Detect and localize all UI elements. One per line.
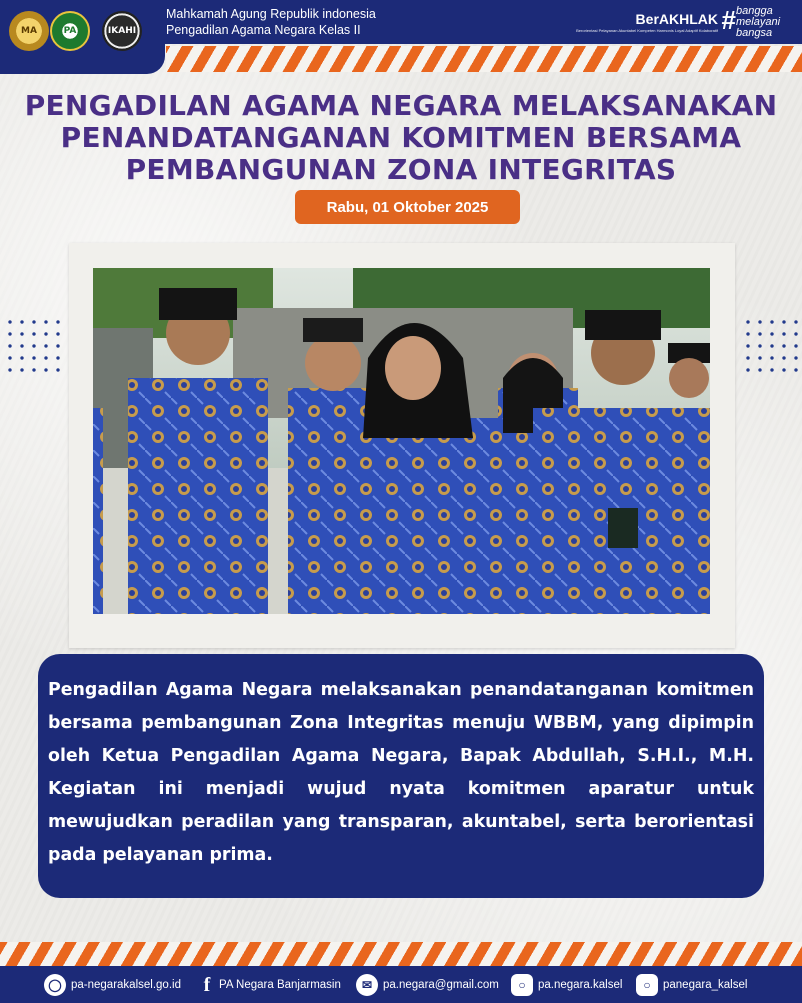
org-line-2: Pengadilan Agama Negara Kelas II — [166, 23, 361, 37]
event-photo — [93, 268, 710, 614]
organization-name — [166, 6, 376, 38]
footer-instagram-1[interactable] — [511, 974, 622, 996]
footer-website[interactable] — [44, 974, 181, 996]
globe-icon: ◯ — [44, 974, 66, 996]
headline-line-2: PENANDATANGANAN KOMITMEN BERSAMA — [60, 121, 742, 154]
footer-instagram-2[interactable] — [636, 974, 747, 996]
pengadilan-agama-logo: PA — [50, 11, 90, 51]
footer-email-label: pa.negara@gmail.com — [383, 979, 499, 991]
instagram-icon: ○ — [511, 974, 533, 996]
event-photo-illustration — [93, 268, 710, 614]
dot-pattern-left — [4, 316, 62, 374]
footer-facebook-label: PA Negara Banjarmasin — [219, 979, 341, 991]
berakhlak-logo — [576, 3, 790, 41]
hash-icon: # — [721, 5, 736, 35]
header — [0, 0, 802, 44]
headline-line-1: PENGADILAN AGAMA NEGARA MELAKSANAKAN — [24, 89, 778, 122]
instagram-icon: ○ — [636, 974, 658, 996]
mail-icon: ✉ — [356, 974, 378, 996]
dot-pattern-right — [742, 316, 800, 374]
facebook-icon: f — [203, 973, 211, 996]
footer-website-label: pa-negarakalsel.go.id — [71, 979, 181, 991]
mahkamah-agung-logo: MA — [9, 11, 49, 51]
headline-line-3: PEMBANGUNAN ZONA INTEGRITAS — [125, 153, 677, 186]
ikahi-logo: IKAHI — [102, 11, 142, 51]
footer-instagram-1-label: pa.negara.kalsel — [538, 979, 623, 991]
top-hazard-stripes — [166, 46, 802, 72]
footer — [0, 966, 802, 1003]
berakhlak-tagline: bangga melayani bangsa — [736, 5, 781, 39]
date-badge: Rabu, 01 Oktober 2025 — [295, 190, 520, 224]
footer-email[interactable] — [356, 974, 499, 996]
bottom-hazard-stripes — [0, 942, 802, 966]
headline — [0, 90, 802, 186]
footer-facebook[interactable] — [200, 974, 341, 996]
footer-instagram-2-label: panegara_kalsel — [663, 979, 748, 991]
description-text: Pengadilan Agama Negara melaksanakan penandatanganan komitmen bersama pembangunan Zona Integritas menuju WBBM, yang dipimpin oleh Ketua Pengadilan Agama Negara, Bapak Abdullah, S.H.I., M.H. Kegiatan ini menjadi wujud nyata komitmen aparatur untuk mewujudkan peradilan yang transparan, akuntabel, serta berorientasi pada pelayanan prima. — [48, 680, 754, 865]
berakhlak-title: BerAKHLAK — [635, 11, 718, 27]
org-line-1: Mahkamah Agung Republik indonesia — [166, 7, 376, 21]
berakhlak-subtitle: Berorientasi Pelayanan Akuntabel Kompeten Harmonis Loyal Adaptif Kolaboratif — [576, 28, 718, 33]
